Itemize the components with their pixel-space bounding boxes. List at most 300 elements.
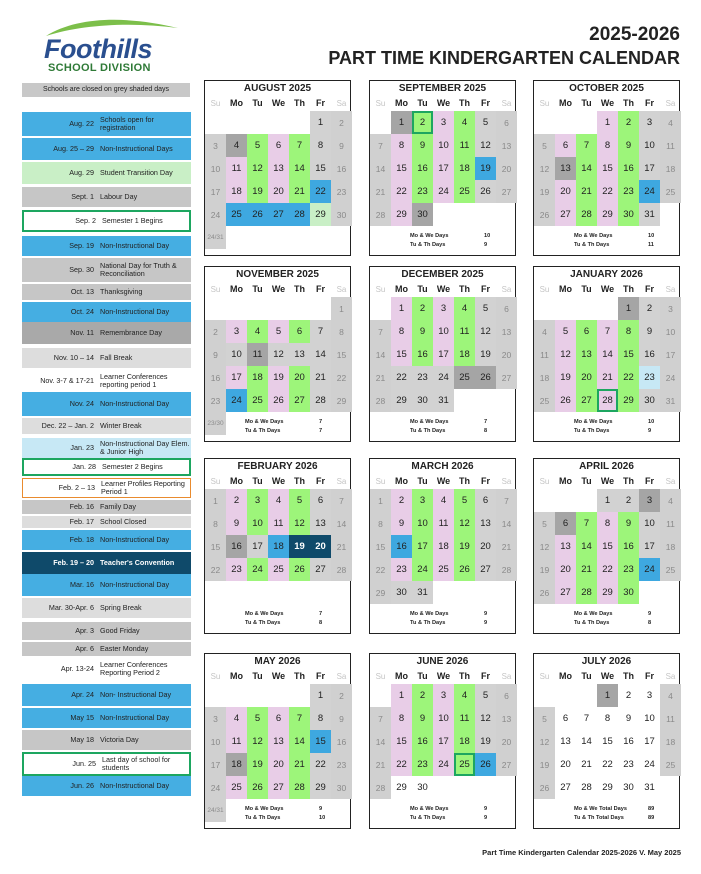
- day-cell: 23: [623, 759, 634, 770]
- legend-item: [22, 622, 191, 640]
- legend-item: [22, 348, 191, 368]
- weekday-header: We: [600, 671, 615, 681]
- day-cell: 18: [660, 535, 681, 558]
- day-count-label: Mo & We Days: [574, 419, 613, 425]
- day-cell: 30: [623, 782, 634, 793]
- weekday-header: Su: [539, 98, 550, 108]
- day-cell: 9: [331, 707, 352, 730]
- legend-label: Learner Conferences Reporting Period 2: [100, 660, 168, 677]
- day-cell: 13: [496, 707, 517, 730]
- day-cell: 8: [310, 134, 331, 157]
- day-cell: 4: [454, 297, 475, 320]
- day-cell: 26: [268, 389, 289, 412]
- weekday-header: Fr: [316, 476, 325, 486]
- day-cell: 19: [454, 535, 475, 558]
- day-count-value: 8: [648, 620, 652, 626]
- legend-date: Jan. 23: [70, 443, 94, 453]
- month-title: DECEMBER 2025: [401, 269, 484, 280]
- day-cell: 17: [660, 343, 681, 366]
- weekday-header: Tu: [417, 284, 428, 294]
- day-count-label: Mo & We Days: [574, 233, 613, 239]
- day-cell: 2: [331, 111, 352, 134]
- legend-item: [22, 598, 191, 618]
- day-cell: 3: [226, 320, 247, 343]
- weekday-header: Mo: [230, 476, 243, 486]
- day-cell: 2: [205, 320, 226, 343]
- weekday-header: Tu: [252, 476, 263, 486]
- weekday-header: Sa: [501, 98, 512, 108]
- weekday-header: Tu: [581, 284, 592, 294]
- weekday-header: Fr: [481, 98, 490, 108]
- legend-label: Non-Instructional Day: [100, 535, 170, 545]
- day-cell: 24: [226, 389, 247, 412]
- month-title: JUNE 2026: [416, 656, 469, 667]
- day-cell: 28: [289, 776, 310, 799]
- day-cell: 26: [534, 203, 555, 226]
- month-october-2025: [533, 80, 680, 256]
- day-cell: 24: [639, 558, 660, 581]
- month-july-2026: [533, 653, 680, 829]
- day-cell: 17: [433, 343, 454, 366]
- day-count-value: 7: [319, 419, 323, 425]
- day-cell: 27: [560, 782, 571, 793]
- day-cell: 13: [310, 512, 331, 535]
- day-cell: 13: [496, 320, 517, 343]
- day-cell: 18: [226, 753, 247, 776]
- day-cell: 29: [618, 389, 639, 412]
- day-cell: 22: [597, 558, 618, 581]
- day-cell: 24/31: [205, 799, 226, 822]
- day-cell: 20: [496, 343, 517, 366]
- day-cell: 25: [660, 180, 681, 203]
- day-cell: 1: [310, 111, 331, 134]
- day-cell: 11: [454, 707, 475, 730]
- day-cell: 17: [644, 736, 655, 747]
- day-cell: 23: [331, 180, 352, 203]
- day-cell: 10: [247, 512, 268, 535]
- day-cell: 9: [391, 512, 412, 535]
- day-cell: 18: [660, 157, 681, 180]
- day-cell: 27: [310, 558, 331, 581]
- day-cell: 20: [268, 753, 289, 776]
- day-cell: 12: [534, 535, 555, 558]
- legend-date: Nov. 24: [69, 399, 94, 409]
- weekday-header: Sa: [665, 98, 676, 108]
- day-cell: 11: [660, 707, 681, 730]
- day-cell: 11: [454, 320, 475, 343]
- day-cell: 8: [391, 320, 412, 343]
- day-cell: 8: [310, 707, 331, 730]
- day-cell: 10: [639, 134, 660, 157]
- legend-date: Apr. 24: [71, 690, 94, 700]
- day-cell: 3: [247, 489, 268, 512]
- day-cell: 17: [226, 366, 247, 389]
- day-cell: 7: [331, 489, 352, 512]
- day-cell: 29: [370, 581, 391, 604]
- month-title: MARCH 2026: [411, 461, 474, 472]
- day-cell: 17: [205, 180, 226, 203]
- day-cell: 18: [534, 366, 555, 389]
- day-cell: 17: [205, 753, 226, 776]
- day-cell: 9: [412, 320, 433, 343]
- day-cell: 7: [597, 320, 618, 343]
- legend-date: Sep. 2: [75, 216, 96, 226]
- day-cell: 29: [331, 389, 352, 412]
- day-count-label: Mo & We Days: [245, 419, 284, 425]
- day-cell: 12: [555, 343, 576, 366]
- day-cell: 6: [562, 713, 569, 724]
- day-cell: 31: [412, 581, 433, 604]
- day-cell: 5: [247, 707, 268, 730]
- weekday-header: Fr: [645, 476, 654, 486]
- day-cell: 9: [205, 343, 226, 366]
- day-count-value: 8: [319, 620, 323, 626]
- day-count-value: 9: [648, 428, 652, 434]
- day-cell: 10: [433, 134, 454, 157]
- day-cell: 8: [597, 512, 618, 535]
- day-cell: 14: [597, 343, 618, 366]
- weekday-header: Th: [459, 671, 470, 681]
- day-cell: 11: [268, 512, 289, 535]
- day-cell: 10: [226, 343, 247, 366]
- day-cell: 2: [412, 684, 433, 707]
- legend-item: [22, 552, 191, 574]
- legend-item: [22, 642, 191, 656]
- weekday-header: Su: [375, 671, 386, 681]
- month-title: JULY 2026: [581, 656, 632, 667]
- day-cell: 17: [639, 535, 660, 558]
- weekday-header: Su: [210, 98, 221, 108]
- legend-item: [22, 236, 191, 256]
- day-cell: 23: [412, 180, 433, 203]
- weekday-header: Su: [539, 671, 550, 681]
- day-cell: 30: [618, 203, 639, 226]
- month-june-2026: [369, 653, 516, 829]
- day-count-label: Tu & Th Days: [410, 620, 446, 626]
- day-cell: 8: [618, 320, 639, 343]
- legend-date: Dec. 22 – Jan. 2: [41, 421, 94, 431]
- day-cell: 28: [576, 581, 597, 604]
- day-cell: 7: [496, 489, 517, 512]
- day-count-value: 89: [648, 806, 655, 812]
- day-cell: 6: [555, 512, 576, 535]
- day-cell: 27: [475, 558, 496, 581]
- weekday-header: Mo: [230, 98, 243, 108]
- day-cell: 10: [205, 157, 226, 180]
- day-cell: 20: [268, 180, 289, 203]
- day-cell: 15: [602, 736, 613, 747]
- day-count-label: Tu & Th Total Days: [574, 815, 624, 821]
- day-cell: 16: [618, 535, 639, 558]
- day-cell: 13: [496, 134, 517, 157]
- day-cell: 28: [331, 558, 352, 581]
- day-count-value: 10: [319, 815, 326, 821]
- day-cell: 8: [604, 713, 611, 724]
- day-count-label: Tu & Th Days: [410, 242, 446, 248]
- day-count-label: Tu & Th Days: [245, 815, 281, 821]
- day-cell: 22: [391, 753, 412, 776]
- weekday-header: Su: [539, 476, 550, 486]
- day-cell: 5: [555, 320, 576, 343]
- day-cell: 23: [226, 558, 247, 581]
- day-count-label: Tu & Th Days: [410, 815, 446, 821]
- day-cell: 10: [205, 730, 226, 753]
- day-count-value: 9: [484, 611, 488, 617]
- day-cell: 3: [660, 297, 681, 320]
- day-cell: 14: [310, 343, 331, 366]
- day-cell: 16: [391, 535, 412, 558]
- day-cell: 16: [331, 730, 352, 753]
- day-cell: 15: [597, 535, 618, 558]
- day-count-value: 9: [484, 242, 488, 248]
- day-cell: 2: [618, 111, 639, 134]
- legend-label: Spring Break: [100, 603, 142, 613]
- day-count-value: 10: [648, 419, 655, 425]
- weekday-header: Sa: [336, 98, 347, 108]
- weekday-header: Tu: [252, 284, 263, 294]
- legend-item: [22, 418, 191, 434]
- day-cell: 26: [289, 558, 310, 581]
- day-cell: 13: [555, 535, 576, 558]
- day-cell: 1: [391, 111, 412, 134]
- weekday-header: Su: [375, 476, 386, 486]
- day-count-value: 7: [484, 419, 488, 425]
- day-cell: 15: [310, 730, 331, 753]
- day-cell: 29: [602, 782, 613, 793]
- legend-label: Good Friday: [100, 626, 140, 636]
- month-title: FEBRUARY 2026: [237, 461, 318, 472]
- weekday-header: Th: [623, 476, 634, 486]
- legend-label: Learner Conferences reporting period 1: [100, 372, 168, 389]
- legend-label: Schools open for registration: [100, 115, 154, 132]
- day-cell: 26: [475, 753, 496, 776]
- day-cell: 24: [433, 180, 454, 203]
- day-count-label: Tu & Th Days: [245, 428, 281, 434]
- day-cell: 22: [602, 759, 613, 770]
- weekday-header: Fr: [316, 98, 325, 108]
- day-cell: 27: [268, 776, 289, 799]
- day-cell: 4: [433, 489, 454, 512]
- legend-date: Mar. 30-Apr. 6: [48, 603, 94, 613]
- day-cell: 30: [618, 581, 639, 604]
- day-cell: 1: [391, 684, 412, 707]
- legend-item: [22, 574, 191, 596]
- day-cell: 18: [454, 730, 475, 753]
- day-cell: 16: [412, 343, 433, 366]
- weekday-header: Th: [623, 98, 634, 108]
- day-count-value: 9: [484, 806, 488, 812]
- day-cell: 21: [310, 366, 331, 389]
- legend-label: Winter Break: [100, 421, 142, 431]
- weekday-header: We: [271, 98, 286, 108]
- day-cell: 20: [496, 730, 517, 753]
- day-cell: 12: [247, 157, 268, 180]
- day-cell: 9: [618, 512, 639, 535]
- legend-date: Oct. 13: [70, 287, 94, 297]
- day-cell: 25: [454, 753, 475, 776]
- day-cell: 10: [412, 512, 433, 535]
- day-cell: 21: [576, 558, 597, 581]
- legend-date: May 15: [70, 713, 94, 723]
- weekday-header: Su: [375, 98, 386, 108]
- legend-item: [22, 138, 191, 160]
- day-cell: 21: [370, 753, 391, 776]
- day-cell: 23/30: [205, 412, 226, 435]
- legend-date: Sep. 30: [69, 265, 94, 275]
- day-cell: 13: [576, 343, 597, 366]
- day-cell: 11: [226, 730, 247, 753]
- day-cell: 27: [496, 366, 517, 389]
- day-cell: 20: [555, 180, 576, 203]
- day-cell: 16: [639, 343, 660, 366]
- legend-item: [22, 258, 191, 282]
- day-cell: 30: [412, 389, 433, 412]
- day-cell: 28: [370, 389, 391, 412]
- legend-item: [22, 302, 191, 322]
- legend-label: Non-Instructional Day: [100, 241, 170, 251]
- day-cell: 3: [433, 297, 454, 320]
- day-count-label: Tu & Th Days: [574, 620, 610, 626]
- day-cell: 6: [496, 111, 517, 134]
- day-cell: 23: [205, 389, 226, 412]
- day-cell: 11: [660, 134, 681, 157]
- day-cell: 14: [289, 730, 310, 753]
- logo-line2: SCHOOL DIVISION: [48, 62, 151, 74]
- day-cell: 21: [370, 366, 391, 389]
- day-cell: 7: [289, 134, 310, 157]
- legend-item: [22, 708, 191, 728]
- day-cell: 28: [576, 203, 597, 226]
- legend-item: [22, 370, 191, 392]
- day-cell: 1: [370, 489, 391, 512]
- day-cell: 10: [433, 707, 454, 730]
- month-title: APRIL 2026: [579, 461, 634, 472]
- weekday-header: Fr: [645, 284, 654, 294]
- day-cell: 31: [639, 203, 660, 226]
- weekday-header: Fr: [645, 671, 654, 681]
- day-cell: 15: [618, 343, 639, 366]
- day-cell: 5: [475, 297, 496, 320]
- day-cell: 3: [646, 690, 653, 701]
- day-cell: 19: [534, 558, 555, 581]
- legend-label: Teacher's Convention: [100, 558, 175, 568]
- day-cell: 28: [310, 389, 331, 412]
- weekday-header: Tu: [252, 98, 263, 108]
- weekday-header: Mo: [230, 284, 243, 294]
- day-count-value: 9: [484, 620, 488, 626]
- legend-label: Non-Instructional Days: [100, 144, 173, 154]
- day-cell: 12: [247, 730, 268, 753]
- weekday-header: We: [600, 476, 615, 486]
- day-cell: 12: [475, 320, 496, 343]
- day-cell: 16: [205, 366, 226, 389]
- day-cell: 21: [370, 180, 391, 203]
- day-cell: 24/31: [205, 226, 226, 249]
- day-cell: 28: [289, 203, 310, 226]
- day-count-label: Mo & We Days: [410, 806, 449, 812]
- day-cell: 7: [370, 320, 391, 343]
- weekday-header: Su: [375, 284, 386, 294]
- weekday-header: We: [600, 98, 615, 108]
- weekday-header: Tu: [417, 98, 428, 108]
- day-cell: 29: [597, 203, 618, 226]
- day-cell: 3: [639, 111, 660, 134]
- day-cell: 29: [396, 782, 407, 793]
- day-count-label: Tu & Th Days: [574, 242, 610, 248]
- weekday-header: We: [271, 284, 286, 294]
- day-cell: 10: [639, 512, 660, 535]
- day-cell: 12: [268, 343, 289, 366]
- legend-item: [22, 322, 191, 344]
- day-cell: 13: [555, 157, 576, 180]
- day-cell: 1: [391, 297, 412, 320]
- day-cell: 29: [391, 203, 412, 226]
- weekday-header: Th: [294, 476, 305, 486]
- day-cell: 10: [660, 320, 681, 343]
- day-cell: 19: [247, 180, 268, 203]
- day-cell: 23: [391, 558, 412, 581]
- day-cell: 9: [412, 134, 433, 157]
- day-cell: 12: [475, 134, 496, 157]
- day-count-value: 89: [648, 815, 655, 821]
- day-cell: 6: [268, 707, 289, 730]
- day-cell: 26: [247, 203, 268, 226]
- legend-item: [22, 730, 191, 750]
- day-cell: 30: [331, 776, 352, 799]
- day-cell: 30: [331, 203, 352, 226]
- weekday-header: Mo: [559, 476, 572, 486]
- day-cell: 3: [639, 489, 660, 512]
- day-cell: 2: [391, 489, 412, 512]
- day-cell: 30: [391, 581, 412, 604]
- day-count-label: Mo & We Days: [245, 806, 284, 812]
- legend-date: Aug. 25 – 29: [53, 144, 94, 154]
- legend-item: [22, 478, 191, 498]
- day-cell: 22: [370, 558, 391, 581]
- day-cell: 12: [475, 707, 496, 730]
- weekday-header: Su: [210, 671, 221, 681]
- legend-label: Non-Instructional Day Elem. & Junior High: [100, 439, 190, 456]
- day-count-value: 9: [648, 611, 652, 617]
- day-cell: 17: [433, 157, 454, 180]
- day-cell: 9: [226, 512, 247, 535]
- weekday-header: Th: [623, 671, 634, 681]
- day-cell: 14: [370, 157, 391, 180]
- legend-date: Sep. 19: [69, 241, 94, 251]
- day-cell: 19: [534, 180, 555, 203]
- day-cell: 30: [412, 203, 433, 226]
- day-cell: 20: [555, 558, 576, 581]
- weekday-header: Mo: [395, 98, 408, 108]
- day-cell: 15: [391, 157, 412, 180]
- legend-date: Feb. 19 – 20: [53, 558, 94, 568]
- day-cell: 19: [475, 343, 496, 366]
- day-cell: 3: [205, 134, 226, 157]
- day-cell: 25: [660, 753, 681, 776]
- weekday-header: Tu: [417, 671, 428, 681]
- day-count-value: 11: [648, 242, 654, 248]
- month-title: OCTOBER 2025: [569, 83, 644, 94]
- day-cell: 25: [433, 558, 454, 581]
- day-cell: 9: [331, 134, 352, 157]
- day-cell: 28: [370, 203, 391, 226]
- day-cell: 22: [310, 753, 331, 776]
- legend-date: Feb. 16: [69, 502, 94, 512]
- day-cell: 15: [205, 535, 226, 558]
- day-cell: 27: [268, 203, 289, 226]
- weekday-header: We: [271, 671, 286, 681]
- weekday-header: Tu: [417, 476, 428, 486]
